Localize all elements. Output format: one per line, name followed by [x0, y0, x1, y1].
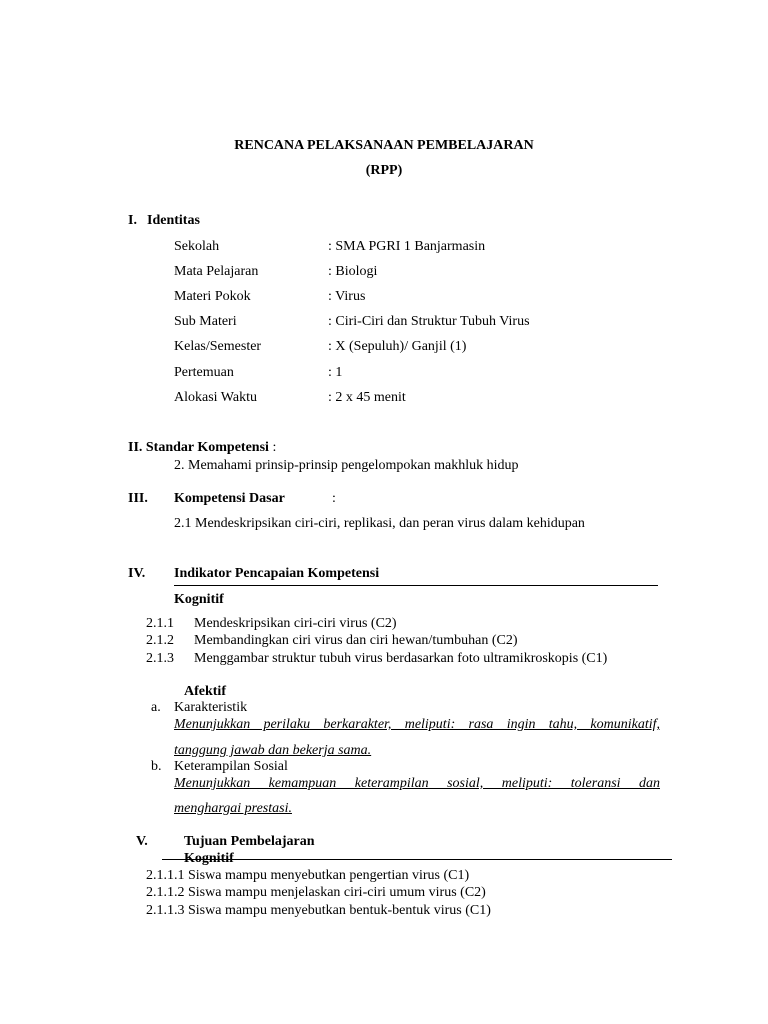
identity-value: : SMA PGRI 1 Banjarmasin	[328, 239, 486, 254]
kognitif-heading: Kognitif	[174, 592, 224, 607]
identity-value: : Ciri-Ciri dan Struktur Tubuh Virus	[328, 314, 530, 329]
indicator-text: Membandingkan ciri virus dan ciri hewan/tumbuhan (C2)	[194, 633, 518, 648]
afektif-description: Menunjukkan perilaku berkarakter, meliputi: rasa ingin tahu, komunikatif,	[174, 717, 660, 732]
afektif-letter: a.	[151, 700, 161, 715]
section-1-title: Identitas	[147, 213, 200, 228]
identity-value: : 1	[328, 365, 343, 380]
section-2-item: 2. Memahami prinsip-prinsip pengelompokan makhluk hidup	[174, 458, 519, 473]
indicator-number: 2.1.1	[146, 616, 174, 631]
afektif-letter: b.	[151, 759, 162, 774]
afektif-heading: Afektif	[184, 684, 226, 699]
section-4-title: Indikator Pencapaian Kompetensi	[174, 566, 380, 581]
document-title: RENCANA PELAKSANAAN PEMBELAJARAN	[234, 138, 534, 153]
afektif-description-cont: menghargai prestasi.	[174, 801, 292, 816]
identity-label: Kelas/Semester	[174, 339, 262, 354]
objective-item: 2.1.1.2 Siswa mampu menjelaskan ciri-ciri umum virus (C2)	[146, 885, 486, 900]
identity-label: Sekolah	[174, 239, 220, 254]
objective-item: 2.1.1.1 Siswa mampu menyebutkan pengertian virus (C1)	[146, 868, 470, 883]
afektif-label: Keterampilan Sosial	[174, 759, 288, 774]
identity-label: Materi Pokok	[174, 289, 251, 304]
section-4-rule	[174, 585, 658, 586]
identity-label: Alokasi Waktu	[174, 390, 257, 405]
identity-value: : Virus	[328, 289, 366, 304]
indicator-number: 2.1.2	[146, 633, 174, 648]
document-subtitle: (RPP)	[365, 163, 403, 178]
afektif-description: Menunjukkan kemampuan keterampilan sosial, meliputi: toleransi dan	[174, 776, 660, 791]
identity-value: : X (Sepuluh)/ Ganjil (1)	[328, 339, 467, 354]
section-2-title: II. Standar Kompetensi	[128, 440, 269, 455]
section-2-heading	[128, 440, 276, 456]
indicator-text: Menggambar struktur tubuh virus berdasarkan foto ultramikroskopis (C1)	[194, 651, 608, 666]
section-5-kognitif-heading: Kognitif	[184, 851, 234, 866]
identity-value: : 2 x 45 menit	[328, 390, 406, 405]
indicator-text: Mendeskripsikan ciri-ciri virus (C2)	[194, 616, 397, 631]
section-3-item: 2.1 Mendeskripsikan ciri-ciri, replikasi, dan peran virus dalam kehidupan	[174, 516, 585, 531]
section-3-title: Kompetensi Dasar	[174, 491, 285, 506]
section-1-number: I.	[128, 213, 137, 228]
section-5-rule	[162, 859, 672, 860]
afektif-label: Karakteristik	[174, 700, 248, 715]
indicator-number: 2.1.3	[146, 651, 174, 666]
section-3-colon: :	[332, 491, 336, 506]
section-3-number: III.	[128, 491, 148, 506]
afektif-description-cont: tanggung jawab dan bekerja sama.	[174, 743, 372, 758]
identity-label: Mata Pelajaran	[174, 264, 259, 279]
section-5-number: V.	[136, 834, 148, 849]
identity-label: Sub Materi	[174, 314, 237, 329]
section-4-number: IV.	[128, 566, 146, 581]
section-2-colon: :	[272, 440, 277, 455]
objective-item: 2.1.1.3 Siswa mampu menyebutkan bentuk-bentuk virus (C1)	[146, 903, 491, 918]
identity-value: : Biologi	[328, 264, 378, 279]
section-5-title: Tujuan Pembelajaran	[184, 834, 315, 849]
identity-label: Pertemuan	[174, 365, 234, 380]
